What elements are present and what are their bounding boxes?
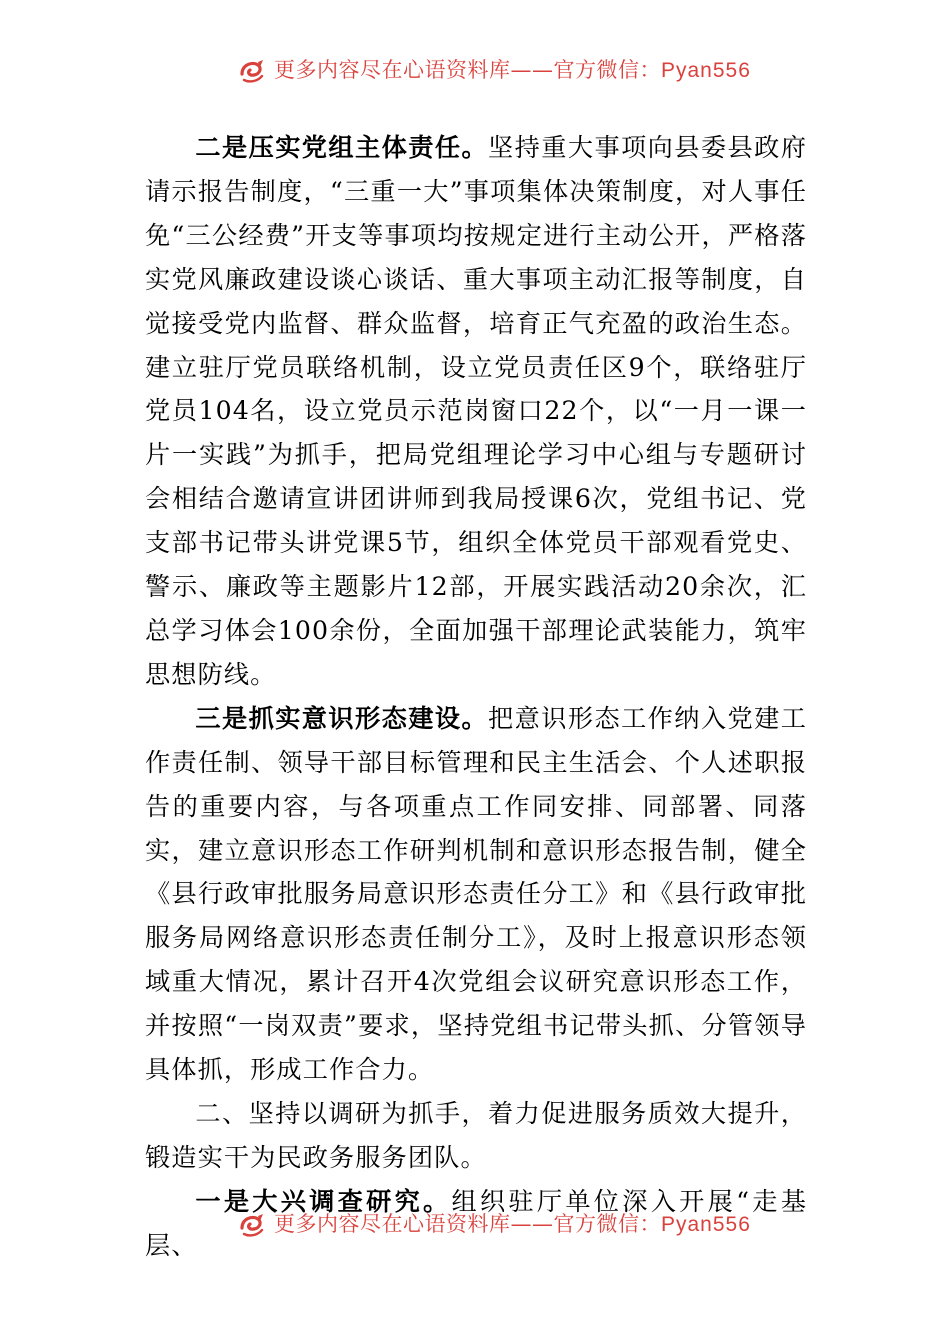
paragraph-lead: 一是大兴调查研究。 xyxy=(195,1185,452,1216)
paragraph-text: 组织驻厅单位深入开展“走基层、 xyxy=(145,1186,807,1260)
paragraph-lead: 三是抓实意识形态建设。 xyxy=(195,702,489,733)
watermark-code: Pyan556 xyxy=(661,1213,751,1236)
watermark-text: 更多内容尽在心语资料库——官方微信：Pyan556 xyxy=(274,1212,751,1236)
paragraph-lead: 二是压实党组主体责任。 xyxy=(195,132,489,162)
document-body xyxy=(145,126,807,1268)
watermark-text: 更多内容尽在心语资料库——官方微信：Pyan556 xyxy=(274,58,751,82)
paragraph-party-responsibility xyxy=(145,126,807,697)
watermark-banner-bottom xyxy=(0,1206,950,1246)
paragraph-text: 把意识形态工作纳入党建工作责任制、领导干部目标管理和民主生活会、个人述职报告的重要内容，与各项重点工作同安排、同部署、同落实，建立意识形态工作研判机制和意识形态报告制，健全《县行政审批服务局意识形态责任分工》和《县行政审批服务局网络意识形态责任制分工》，及时上报意识形态领域重大情况，累计召开4次党组会议研究意识形态工作，并按照“一岗双责”要求，坚持党组书记带头抓、分管领导具体抓，形成工作合力。 xyxy=(145,703,807,1085)
logo-icon xyxy=(238,58,266,84)
paragraph-ideology xyxy=(145,697,807,1092)
section-heading-two xyxy=(145,1092,807,1180)
watermark-banner-top xyxy=(0,52,950,92)
paragraph-text: 二、坚持以调研为抓手，着力促进服务质效大提升，锻造实干为民政务服务团队。 xyxy=(145,1098,807,1172)
paragraph-text: 坚持重大事项向县委县政府请示报告制度，“三重一大”事项集体决策制度，对人事任免“三公经费”开支等事项均按规定进行主动公开，严格落实党风廉政建设谈心谈话、重大事项主动汇报等制度，自觉接受党内监督、群众监督，培育正气充盈的政治生态。建立驻厅党员联络机制，设立党员责任区9个，联络驻厅党员104名，设立党员示范岗窗口22个，以“一月一课一片一实践”为抓手，把局党组理论学习中心组与专题研讨会相结合邀请宣讲团讲师到我局授课6次，党组书记、党支部书记带头讲党课5节，组织全体党员干部观看党史、警示、廉政等主题影片12部，开展实践活动20余次，汇总学习体会100余份，全面加强干部理论武装能力，筑牢思想防线。 xyxy=(145,133,807,689)
logo-icon xyxy=(238,1212,266,1238)
watermark-code: Pyan556 xyxy=(661,59,751,82)
